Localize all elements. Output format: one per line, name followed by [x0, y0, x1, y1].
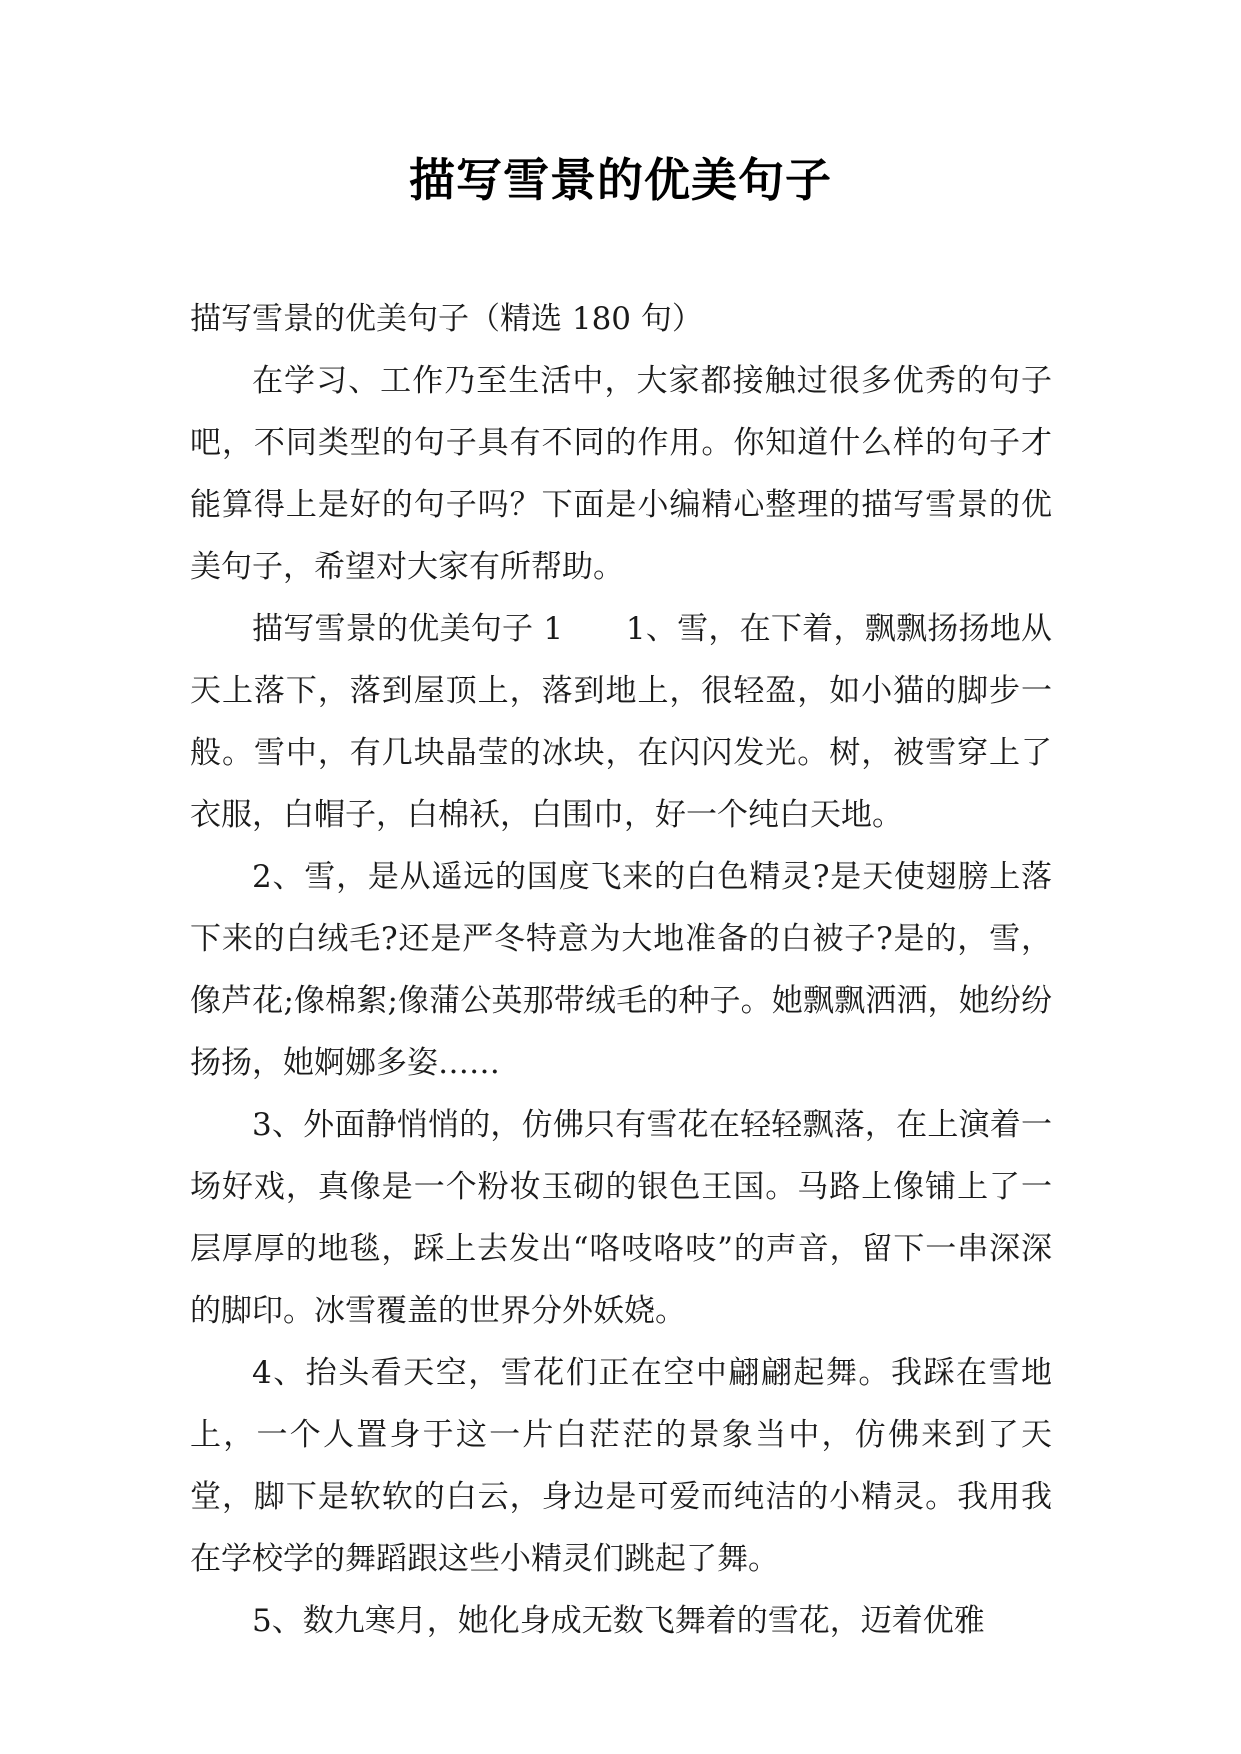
- paragraph-sentence-3: 3、外面静悄悄的，仿佛只有雪花在轻轻飘落，在上演着一场好戏，真像是一个粉妆玉砌的银色王国。马路上像铺上了一层厚厚的地毯，踩上去发出“咯吱咯吱”的声音，留下一串深深的脚印。冰雪覆盖的世界分外妖娆。: [190, 1107, 1052, 1329]
- paragraph-sentence-1: 描写雪景的优美句子 1 1、雪，在下着，飘飘扬扬地从天上落下，落到屋顶上，落到地上，很轻盈，如小猫的脚步一般。雪中，有几块晶莹的冰块，在闪闪发光。树，被雪穿上了衣服，白帽子，白棉袄，白围巾，好一个纯白天地。: [190, 611, 1052, 833]
- paragraph-intro: 在学习、工作乃至生活中，大家都接触过很多优秀的句子吧，不同类型的句子具有不同的作用。你知道什么样的句子才能算得上是好的句子吗？下面是小编精心整理的描写雪景的优美句子，希望对大家有所帮助。: [190, 363, 1052, 585]
- subtitle-line: 描写雪景的优美句子（精选 180 句）: [190, 301, 703, 337]
- paragraph-sentence-4: 4、抬头看天空，雪花们正在空中翩翩起舞。我踩在雪地上，一个人置身于这一片白茫茫的景象当中，仿佛来到了天堂，脚下是软软的白云，身边是可爱而纯洁的小精灵。我用我在学校学的舞蹈跟这些小精灵们跳起了舞。: [190, 1355, 1052, 1577]
- paragraph-sentence-2: 2、雪，是从遥远的国度飞来的白色精灵?是天使翅膀上落下来的白绒毛?还是严冬特意为大地准备的白被子?是的，雪，像芦花;像棉絮;像蒲公英那带绒毛的种子。她飘飘洒洒，她纷纷扬扬，她婀娜多姿……: [190, 859, 1052, 1081]
- document-body: [190, 288, 1052, 1652]
- paragraph-sentence-5: 5、数九寒月，她化身成无数飞舞着的雪花，迈着优雅: [252, 1603, 985, 1639]
- document-title: 描写雪景的优美句子: [409, 153, 832, 207]
